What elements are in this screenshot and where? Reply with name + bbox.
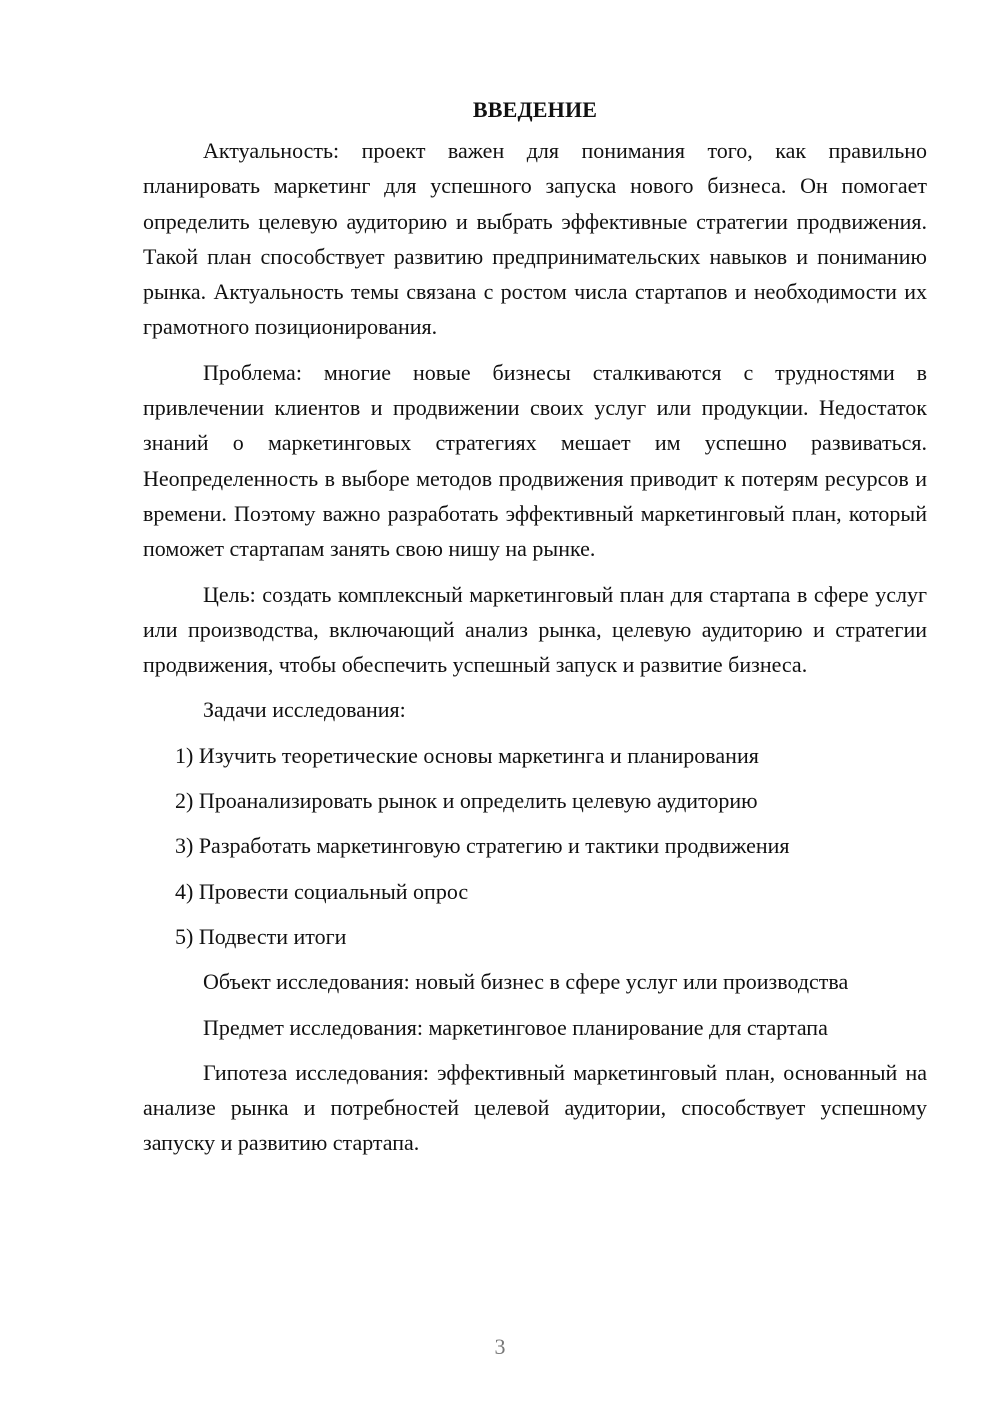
problem-paragraph: Проблема: многие новые бизнесы сталкиваются с трудностями в привлечении клиентов и продвижении своих услуг или продукции. Недостаток знаний о маркетинговых стратегиях мешает им успешно развиваться. Неопределенность в выборе методов продвижения приводит к потерям ресурсов и времени. Поэтому важно разработать эффективный маркетинговый план, который поможет стартапам занять свою нишу на рынке.	[143, 359, 927, 562]
section-title: ВВЕДЕНИЕ	[472, 97, 598, 122]
task-item-3: 3) Разработать маркетинговую стратегию и тактики продвижения	[175, 833, 790, 859]
task-item-4: 4) Провести социальный опрос	[175, 878, 469, 904]
research-subject: Предмет исследования: маркетинговое планирование для стартапа	[203, 1014, 828, 1040]
task-item-1: 1) Изучить теоретические основы маркетинга и планирования	[175, 742, 759, 768]
goal-paragraph: Цель: создать комплексный маркетинговый план для стартапа в сфере услуг или производства, включающий анализ рынка, целевую аудиторию и стратегии продвижения, чтобы обеспечить успешный запуск и развитие бизнеса.	[143, 581, 927, 678]
hypothesis-paragraph: Гипотеза исследования: эффективный маркетинговый план, основанный на анализе рынка и потребностей целевой аудитории, способствует успешному запуску и развитию стартапа.	[143, 1059, 927, 1156]
document-body	[143, 92, 927, 1161]
tasks-heading: Задачи исследования:	[203, 697, 406, 723]
relevance-paragraph: Актуальность: проект важен для понимания того, как правильно планировать маркетинг для успешного запуска нового бизнеса. Он помогает определить целевую аудиторию и выбрать эффективные стратегии продвижения. Такой план способствует развитию предпринимательских навыков и пониманию рынка. Актуальность темы связана с ростом числа стартапов и необходимости их грамотного позиционирования.	[143, 138, 927, 340]
task-item-2: 2) Проанализировать рынок и определить целевую аудиторию	[175, 788, 758, 814]
task-item-5: 5) Подвести итоги	[175, 923, 347, 949]
research-object: Объект исследования: новый бизнес в сфере услуг или производства	[203, 969, 849, 995]
page-number: 3	[494, 1334, 506, 1359]
